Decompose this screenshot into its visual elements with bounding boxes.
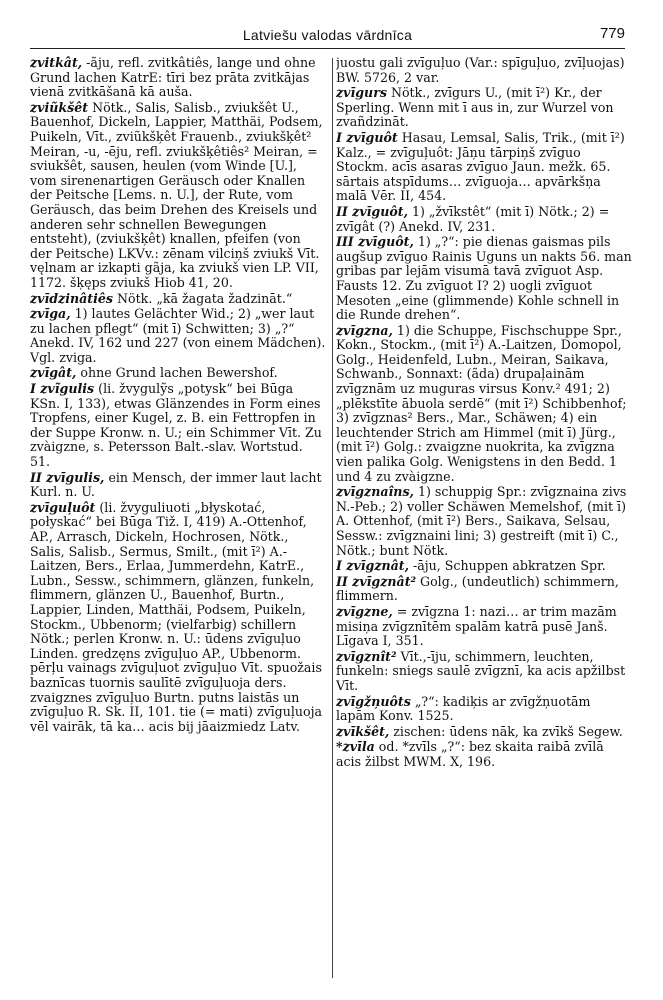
entry-body: Nötk. „kā žagata žadzināt.“: [113, 290, 293, 306]
entry-headword: zvīga,: [30, 306, 71, 322]
entry-body: Hasau, Lemsal, Salis, Trik., (mit ī²) Kalz., = zvīguļuôt: Jāņu tārpiņš zvīguo Stockm. acīs asaras zvīguo Jaun. mežk. 65. sārtais atspīdums… zvīguoja… apvārkšņa malā Vēr. II, 454.: [336, 129, 625, 204]
entry-headword: zvīgznaîns,: [336, 484, 414, 500]
running-title: Latviešu valodas vārdnīca: [242, 27, 413, 43]
entry-headword: I zvīguôt: [336, 129, 398, 145]
entry-body: ohne Grund lachen Bewershof.: [76, 365, 278, 381]
entry-headword: I zvīgznât,: [336, 558, 410, 574]
entry-body: (li. žvygulỹs „potysk“ bei Būga KSn. I, 133), etwas Glänzendes in Form eines Tropfens, einer Kugel, z. B. ein Fettropfen in der Suppe Kronw. n. U.; ein Schimmer Vīt. Zu zvàigzne, s. Petersson Balt.-slav. Wortstud. 51.: [30, 381, 322, 470]
left-column: [30, 56, 326, 986]
page-header: [30, 22, 625, 49]
dictionary-entry: [336, 86, 632, 130]
page-number: 779: [599, 25, 625, 42]
entry-headword: zvitkât,: [30, 56, 83, 70]
dictionary-entry: [336, 324, 632, 485]
dictionary-entry: [336, 740, 632, 769]
dictionary-entry: [336, 650, 632, 694]
dictionary-entry: [336, 725, 632, 740]
entry-headword: zvīkšêt,: [336, 723, 390, 739]
dictionary-entry: [336, 56, 632, 85]
entry-headword: II zvīgznât²: [336, 573, 417, 589]
entry-body: 1) die Schuppe, Fischschuppe Spr., Kokn., Stockm., (mit ī²) A.-Laitzen, Domopol, Golg., Heidenfeld, Lubn., Meiran, Saikava, Schwanb., Sonnaxt: (ãda) drupaļainām zvīgznām uz muguras virsus Konv.² 491; 2) „plēkstīte ābuola serdē“ (mit ī²) Schibbenhof; 3) zvīgznas² Bers., Mar., Schäwen; 4) ein leuchtender Strich am Himmel (mit ī) Jürg., (mit ī²) Golg.: zvaigzne nuokrita, ka zvīgzna vien palika Golg. Wenigstens in den Bedd. 1 und 4 zu zvàigzne.: [336, 322, 627, 484]
entry-body: 1) „žvīkstêt“ (mit ī) Nötk.; 2) = zvīgât (?) Anekd. IV, 231.: [336, 203, 610, 234]
dictionary-entry: [336, 235, 632, 323]
entry-headword: zvīguļuôt: [30, 499, 96, 515]
entry-body: ein Mensch, der immer laut lacht Kurl. n. U.: [30, 469, 322, 500]
dictionary-entry: [30, 307, 326, 365]
entry-body: -ãju, refl. zvitkâtiês, lange und ohne Grund lachen KatrE: tīri bez prāta zvitkājas vienā zvitkāšanā kā auša.: [30, 56, 316, 100]
entry-body: od. *zvīls „?“: bez skaita raibā zvīlā acis žilbst MWM. X, 196.: [336, 739, 604, 769]
entry-body: -āju, Schuppen abkratzen Spr.: [409, 558, 606, 574]
entry-headword: zviũkšêt: [30, 99, 89, 115]
entry-headword: zvīgurs: [336, 85, 387, 101]
entry-headword: zvīgžņuôts: [336, 693, 411, 709]
dictionary-entry: [336, 559, 632, 574]
entry-headword: zvīgzna,: [336, 322, 393, 338]
right-column: [336, 56, 632, 986]
entry-body: Nötk., Salis, Salisb., zviukšêt U., Bauenhof, Dickeln, Lappier, Matthäi, Podsem, Puikeln, Vīt., zviũkšķêt Frauenb., zviukšķêt² Meiran, -u, -ēju, refl. zviukšķêtiês² Meiran, = sviukšêt, sausen, heulen (vom Winde [U.], vom sirenenartigen Geräusch oder Knallen der Peitsche [Lems. n. U.], der Rute, vom Geräusch, das beim Drehen des Kreisels und anderen sehr schnellen Bewegungen entsteht), (zviukšķêt) knallen, pfeifen (von der Peitsche) LKVv.: zēnam vilciņš zviukš Vīt. vęlnam ar izkapti gãja, ka zviukš vien LP. VII, 1172. šķęps zviukš Hiob 41, 20.: [30, 99, 323, 290]
dictionary-entry: [30, 471, 326, 500]
entry-body: = zvīgzna 1: nazi… ar trim mazām misiņa zvīgznītēm spalām katrā pusē Janš. Līgava I, 351.: [336, 603, 617, 649]
entry-headword: III zvīguôt,: [336, 234, 414, 250]
dictionary-entry: [30, 501, 326, 735]
entry-body: juostu gali zvīguļuo (Var.: spīguļuo, zvīļuojas) BW. 5726, 2 var.: [336, 56, 625, 85]
dictionary-entry: [336, 205, 632, 234]
entry-headword: I zvĩgulis: [30, 381, 95, 397]
entry-headword: zvīgât,: [30, 365, 77, 381]
dictionary-entry: [30, 56, 326, 100]
dictionary-entry: [30, 101, 326, 291]
entry-headword: zvīgznît²: [336, 648, 397, 664]
entry-body: Nötk., zvīgurs U., (mit ī²) Kr., der Sperling. Wenn mit ī aus in, zur Wurzel von zvañdzināt.: [336, 85, 614, 130]
entry-headword: zvīdzinâtiês: [30, 290, 114, 306]
entry-body: 1) lautes Gelächter Wid.; 2) „wer laut zu lachen pflegt“ (mit ī) Schwitten; 3) „?“ Anekd. IV, 162 und 227 (von einem Mädchen). Vgl. zviga.: [30, 306, 326, 365]
entry-headword: II zvīguôt,: [336, 203, 408, 219]
entry-headword: *zvīla: [336, 739, 375, 755]
entry-body: 1) schuppig Spr.: zvīgznaina zivs N.-Peb.; 2) voller Schäwen Memelshof, (mit ī) A. Ottenhof, (mit ī²) Bers., Saikava, Selsau, Sessw.: zvīgznaini lini; 3) gestreift (mit ī) C., Nötk.; bunt Nötk.: [336, 484, 627, 558]
dictionary-entry: [336, 605, 632, 649]
dictionary-entry: [30, 382, 326, 470]
entry-body: Golg., (undeutlich) schimmern, flimmern.: [336, 573, 619, 604]
dictionary-entry: [336, 485, 632, 558]
dictionary-entry: [336, 575, 632, 604]
entry-headword: zvīgzne,: [336, 603, 393, 619]
dictionary-entry: [336, 131, 632, 204]
dictionary-entry: [336, 695, 632, 724]
entry-body: „?“: kadiķis ar zvīgžņuotām lapām Konv. 1525.: [336, 693, 591, 724]
dictionary-entry: [30, 366, 326, 381]
entry-body: (li. žvyguliuoti „błyskotać, połyskać“ bei Būga Tiž. I, 419) A.-Ottenhof, AP., Arrasch, Dickeln, Hochrosen, Nötk., Salis, Salisb., Sermus, Smilt., (mit ī²) A.-Laitzen, Bers., Erlaa, Jummerdehn, KatrE., Lubn., Sessw., schimmern, glänzen, funkeln, flimmern, glänzen U., Bauenhof, Burtn., Lappier, Linden, Matthäi, Podsem, Puikeln, Stockm., Ubbenorm; (vielfarbig) schillern Nötk.; perlen Kronw. n. U.: ūdens zvīguļuo Linden. gredzęns zvīguļuo AP., Ubbenorm. pērļu vainags zvīguļuot zvīguļuo Vīt. spuožais baznīcas tuornis saulītē zvīguļuoja ders. zvaigznes zvīguļuo Burtn. putns laistās un zvīguļuo R. Sk. II, 101. tie (= mati) zvīguļuoja vēl vairāk, tā ka… acis bij jāaizmiedz Latv.: [30, 499, 322, 734]
entry-body: 1) „?“: pie dienas gaismas pils augšup zvīguo Rainis Uguns un nakts 56. man gribas par lejām visumā tavā zvīguot Asp. Fausts 12. Zu zvīguot I? 2) uogli zvīguot Mesoten „eine (glimmende) Kohle schnell in die Runde drehen“.: [336, 234, 632, 323]
dictionary-entry: [30, 292, 326, 307]
entry-body: zischen: ūdens nāk, ka zvīkš Segew.: [389, 723, 623, 739]
entry-body: Vīt.,-īju, schimmern, leuchten, funkeln: sniegs saulē zvīgznī, ka acis apžilbst Vīt.: [336, 648, 626, 693]
entry-headword: II zvīgulis,: [30, 469, 105, 485]
column-divider: [332, 58, 333, 978]
